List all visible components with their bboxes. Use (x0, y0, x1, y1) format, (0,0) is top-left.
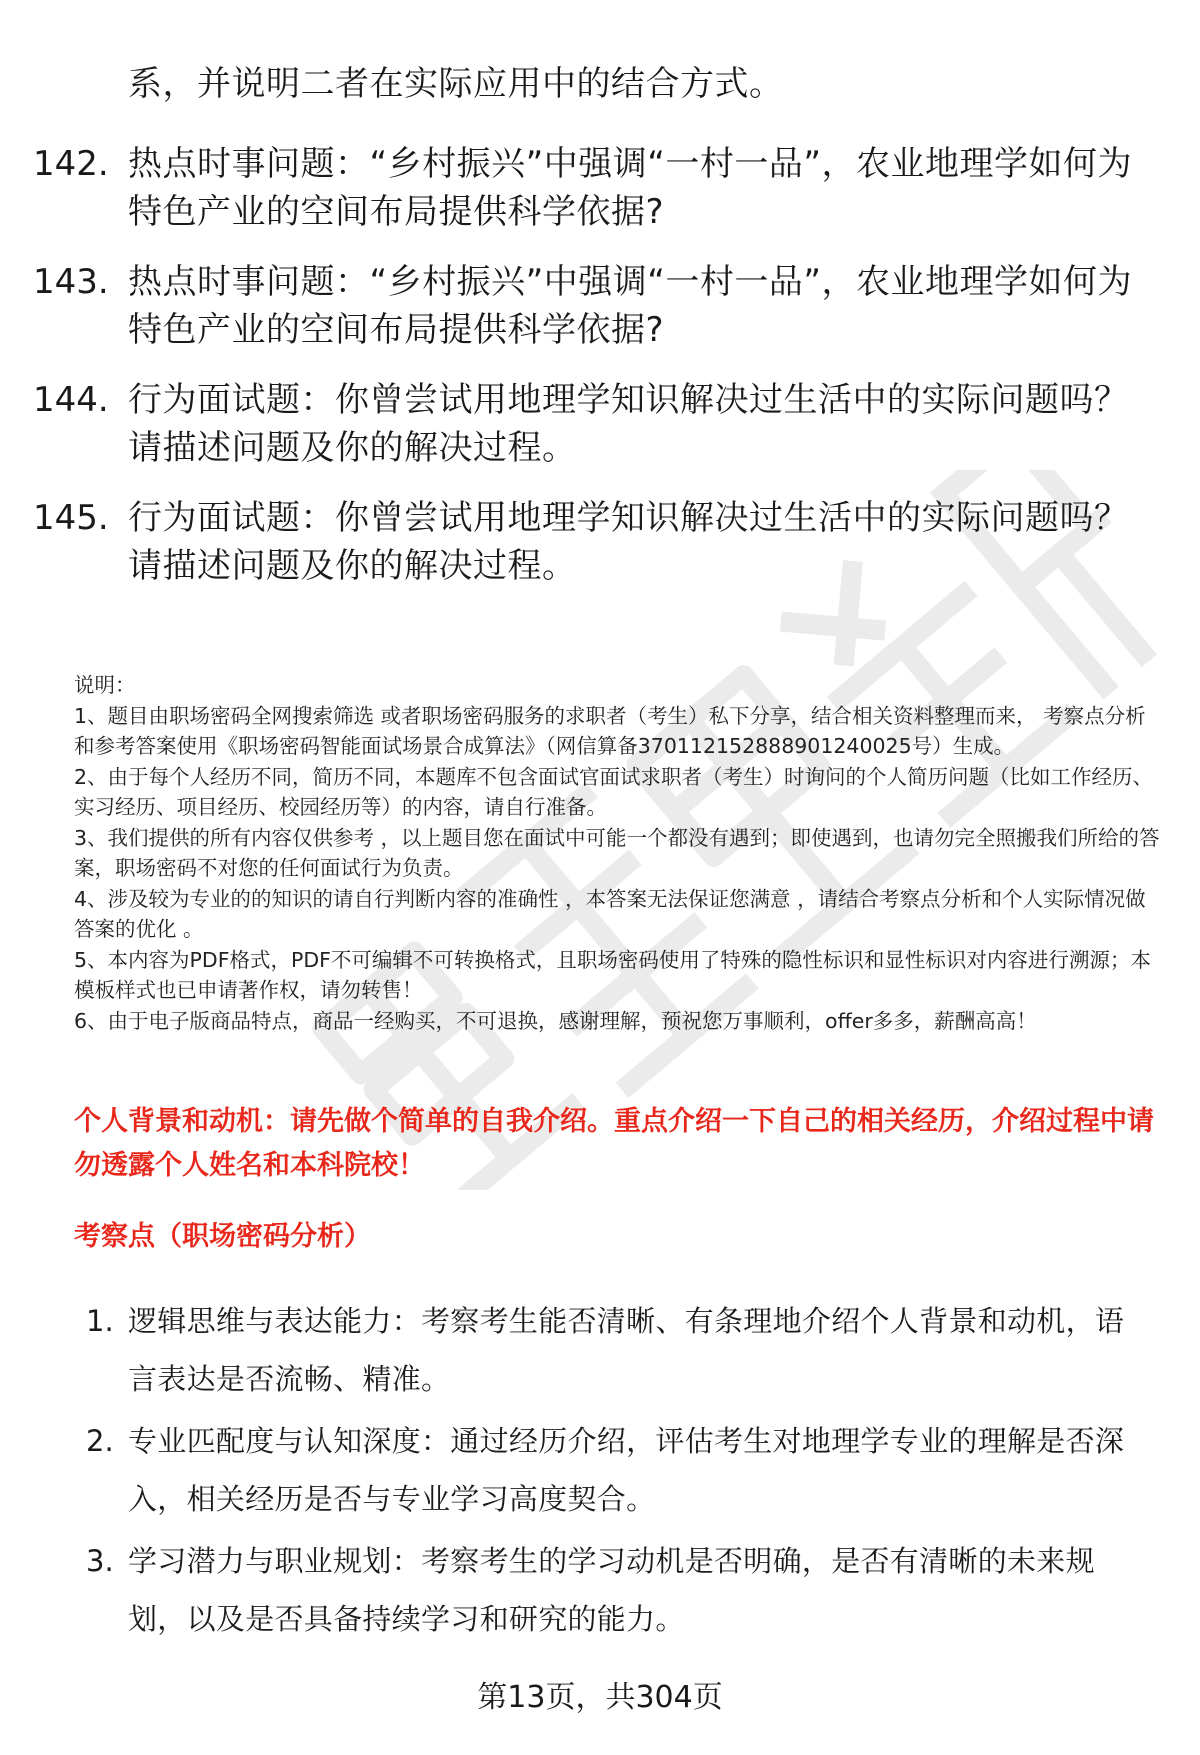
notes-block (74, 670, 1164, 1036)
question-text: 热点时事问题：“乡村振兴”中强调“一村一品”，农业地理学如何为特色产业的空间布局提供科学依据? (128, 144, 1132, 232)
question-number: 144. (33, 380, 109, 420)
question-number: 142. (33, 144, 109, 184)
notes-item: 1、题目由职场密码全网搜索筛选 或者职场密码服务的求职者（考生）私下分享，结合相关资料整理而来， 考察点分析和参考答案使用《职场密码智能面试场景合成算法》（网信算备370112152888901240025号）生成。 (74, 703, 1146, 758)
question-text: 行为面试题：你曾尝试用地理学知识解决过生活中的实际问题吗？请描述问题及你的解决过程。 (128, 498, 1129, 586)
notes-item: 2、由于每个人经历不同，简历不同，本题库不包含面试官面试求职者（考生）时询问的个人简历问题（比如工作经历、实习经历、项目经历、校园经历等）的内容，请自行准备。 (74, 764, 1154, 819)
point-number: 1. (86, 1304, 114, 1338)
point-text: 逻辑思维与表达能力：考察考生能否清晰、有条理地介绍个人背景和动机，语言表达是否流畅、精准。 (128, 1304, 1125, 1396)
question-number: 143. (33, 262, 109, 302)
question-text: 热点时事问题：“乡村振兴”中强调“一村一品”，农业地理学如何为特色产业的空间布局提供科学依据? (128, 262, 1132, 350)
notes-item: 3、我们提供的所有内容仅供参考 ，以上题目您在面试中可能一个都没有遇到；即使遇到，也请勿完全照搬我们所给的答案，职场密码不对您的任何面试行为负责。 (74, 825, 1160, 880)
section-subheading: 考察点（职场密码分析） (74, 1221, 371, 1252)
point-number: 3. (86, 1544, 114, 1578)
notes-title: 说明： (74, 673, 136, 697)
continuation-text: 系，并说明二者在实际应用中的结合方式。 (128, 64, 784, 104)
page-footer: 第13页，共304页 (477, 1680, 723, 1715)
notes-item: 4、涉及较为专业的的知识的请自行判断内容的准确性 ，本答案无法保证您满意 ，请结合考察点分析和个人实际情况做答案的优化 。 (74, 886, 1146, 941)
question-number: 145. (33, 498, 109, 538)
point-text: 学习潜力与职业规划：考察考生的学习动机是否明确，是否有清晰的未来规划，以及是否具备持续学习和研究的能力。 (128, 1544, 1095, 1636)
question-text: 行为面试题：你曾尝试用地理学知识解决过生活中的实际问题吗？请描述问题及你的解决过程。 (128, 380, 1129, 468)
notes-item: 5、本内容为PDF格式，PDF不可编辑不可转换格式，且职场密码使用了特殊的隐性标识和显性标识对内容进行溯源；本模板样式也已申请著作权，请勿转售！ (74, 947, 1151, 1002)
section-question: 个人背景和动机：请先做个简单的自我介绍。重点介绍一下自己的相关经历，介绍过程中请勿透露个人姓名和本科院校！ (74, 1106, 1154, 1181)
point-text: 专业匹配度与认知深度：通过经历介绍，评估考生对地理学专业的理解是否深入，相关经历是否与专业学习高度契合。 (128, 1424, 1125, 1516)
point-number: 2. (86, 1424, 114, 1458)
notes-item: 6、由于电子版商品特点，商品一经购买，不可退换，感谢理解，预祝您万事顺利，offer多多，薪酬高高！ (74, 1008, 1037, 1033)
